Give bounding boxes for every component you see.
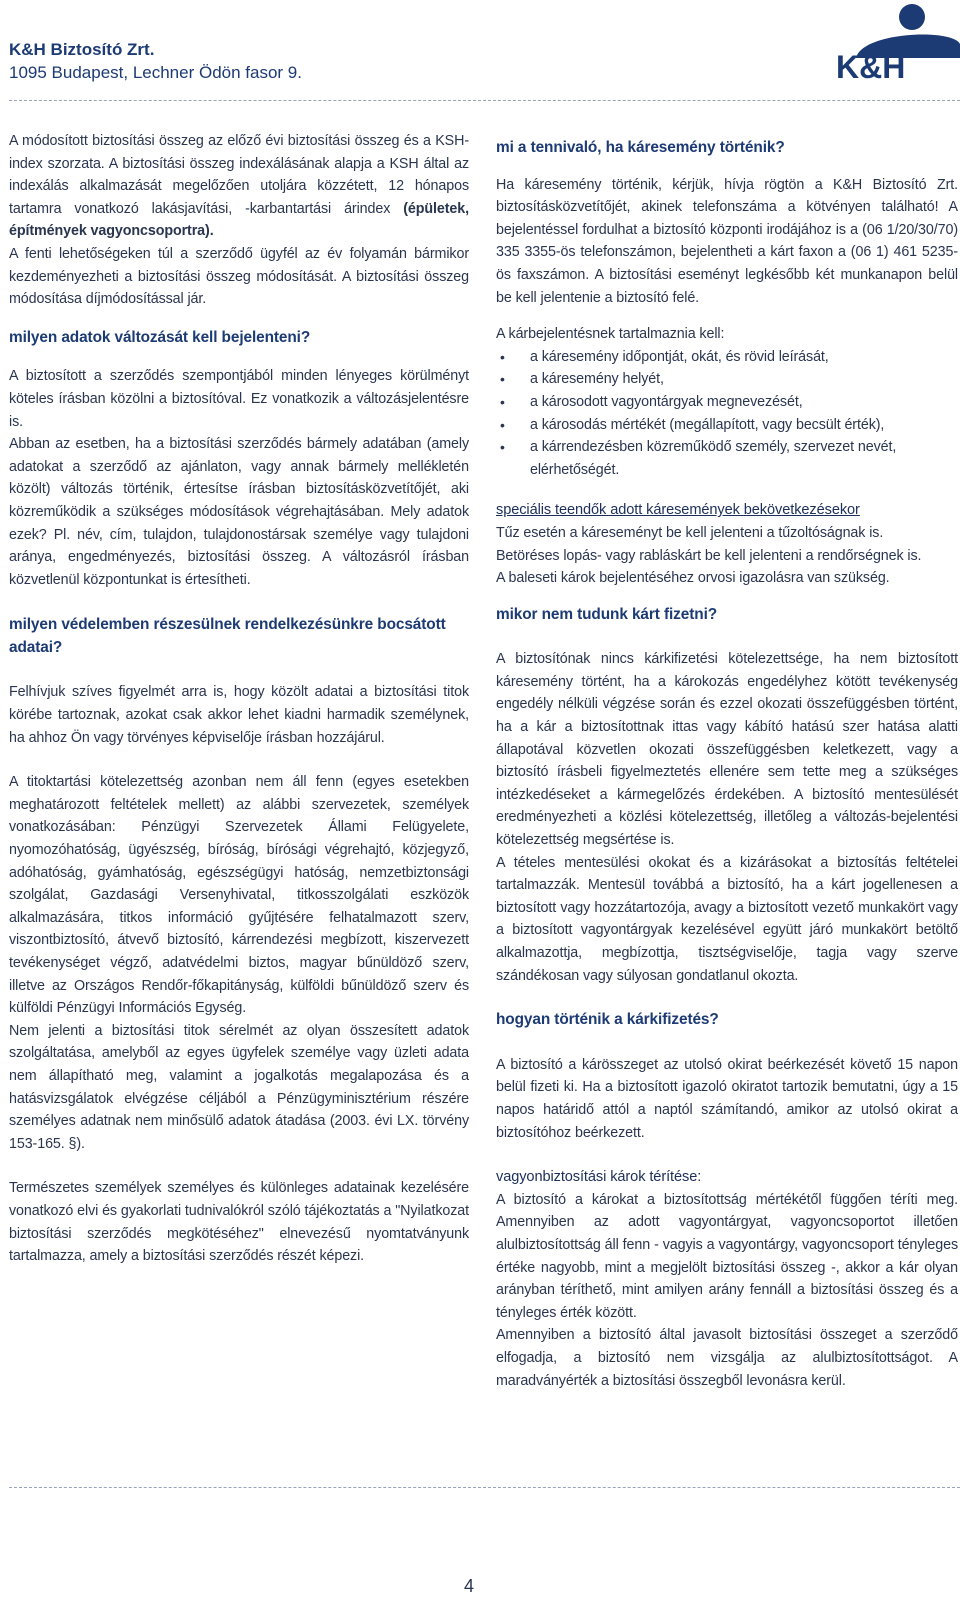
paragraph: Amennyiben a biztosító által javasolt biztosítási összeget a szerződő elfogadja, a biztosító nem vizsgálja az alulbiztosítottságot. A maradványérték a biztosítási összegből levonásra kerül. <box>496 1327 958 1389</box>
logo-circle <box>899 4 925 30</box>
paragraph: A módosított biztosítási összeg az előző évi biztosítási összeg és a KSH-index szorzata. A biztosítási összeg indexálásának alapja a KSH által az indexálás alkalmazását megelőzően utoljára közzétett, 12 hónapos tartamra vonatkozó lakásjavítási, -karbantartási árindex (épületek, építmények vagyoncsoportra). <box>9 133 469 240</box>
paragraph: Abban az esetben, ha a biztosítási szerződés bármely adatában (amely adatokat a szerződő az ajánlaton, vagy annak bármely mellékletén közölt) változás történik, értesítse írásban biztosításközvetítőjét, aki közreműködik a szükséges módosítások végrehajtásában. Mely adatok ezek? Pl. név, cím, tulajdon, tulajdonostársak személye vagy tulajdoni aránya, engedményezés, biztosítási összeg. A változásról írásban közvetlenül központunkat is értesítheti. <box>9 436 469 588</box>
bold-text: (épületek, építmények vagyoncsoportra). <box>9 200 469 240</box>
list-item: • a káresemény helyét, <box>496 368 958 391</box>
footer-divider <box>9 1487 960 1488</box>
section-heading-changes: milyen adatok változását kell bejelenteni? <box>9 328 311 346</box>
paragraph: Természetes személyek személyes és különleges adatainak kezelésére vonatkozó elvi és gyakorlati tudnivalókról szóló tájékoztatás a "Nyilatkozat biztosítási szerződés megkötéséhez" elnevezésű nyomtatványunk tartalmazza, amely a biztosítási szerződés részét képezi. <box>9 1180 469 1265</box>
claim-requirements-list <box>496 346 958 482</box>
section-heading-data-protection: milyen védelemben részesülnek rendelkezésünkre bocsátott adatai? <box>9 616 446 656</box>
section-heading-todo: mi a tennivaló, ha káresemény történik? <box>496 139 785 156</box>
page-header <box>0 0 960 105</box>
logo-text: K&H <box>836 49 906 85</box>
page-number: 4 <box>464 1576 475 1596</box>
section-heading-no-payment: mikor nem tudunk kárt fizetni? <box>496 605 718 623</box>
paragraph: Ha káresemény történik, kérjük, hívja rögtön a K&H Biztosító Zrt. biztosításközvetítőjét, akinek telefonszáma a kötvényen található! A bejelentéssel fordulhat a biztosító központi irodájához is a (06 1/20/30/70) 335 3355-ös telefonszámon, bejelentheti a kárt faxon a (06 1) 461 5235-ös faxszámon. A biztosítási eseményt legkésőbb két munkanapon belül be kell jelentenie a biztosító felé. <box>496 176 958 306</box>
paragraph: Tűz esetén a káreseményt be kell jelenteni a tűzoltóságnak is. <box>496 524 884 541</box>
paragraph: A baleseti károk bejelentéséhez orvosi igazolásra van szükség. <box>496 570 890 587</box>
paragraph: A kárbejelentésnek tartalmaznia kell: <box>496 326 725 343</box>
section-heading-special: speciális teendők adott káresemények bekövetkezésekor <box>496 502 860 519</box>
list-item: • a kárrendezésben közreműködő személy, szervezet nevét, elérhetőségét. <box>496 436 958 481</box>
kh-logo <box>836 0 960 85</box>
company-name: K&H Biztosító Zrt. <box>9 40 155 59</box>
paragraph: A biztosított a szerződés szempontjából minden lényeges körülményt köteles írásban közölni a biztosítóval. Ez vonatkozik a változásjelentésre is. <box>9 368 469 430</box>
paragraph: A tételes mentesülési okokat és a kizárásokat a biztosítás feltételei tartalmazzák. Mentesül továbbá a biztosító, ha a kárt jogellenesen a biztosított vagy hozzátartozója, avagy a biztosított vezető munkakört vagy a biztosított vagyontárgyak kezelésével együtt járó munkakört betöltő alkalmazottja, megbízottja, tisztségviselője, tagja vagy szerve szándékosan vagy súlyosan gondatlanul okozta. <box>496 854 958 984</box>
bullet-icon: • <box>500 416 505 433</box>
paragraph: A fenti lehetőségeken túl a szerződő ügyfél az év folyamán bármikor kezdeményezheti a biztosítási összeg módosítását. A biztosítási összeg módosítása díjmódosítással jár. <box>9 245 469 308</box>
paragraph: A biztosító a károkat a biztosítottság mértékétől függően téríti meg. Amennyiben az adott vagyontárgyat, vagyoncsoportot illetően alulbiztosítottság áll fenn - vagyis a vagyontárgy, vagyoncsoport tényleges értéke nagyobb, mint a megjelölt biztosítási összeg -, akkor a kár olyan arányban téríthető, mint amilyen arány fennáll a biztosítási összeg és a tényleges érték között. <box>496 1191 958 1321</box>
bullet-icon: • <box>500 439 505 456</box>
header-divider <box>9 100 960 101</box>
bullet-icon: • <box>500 348 505 365</box>
right-column <box>496 137 958 1392</box>
paragraph: Nem jelenti a biztosítási titok sérelmét az olyan összesített adatok szolgáltatása, amelyből az egyes ügyfelek személye vagy üzleti adata nem állapítható meg, valamint a jogalkotás megalapozása és a hatásvizsgálatok elvégzése céljából a Pénzügyminisztérium részére személyes adatnak nem minősülő adatok átadása (2003. évi LX. törvény 153-165. §). <box>9 1022 469 1152</box>
left-column <box>9 130 469 1268</box>
paragraph: A biztosító a kárösszeget az utolsó okirat beérkezését követő 15 napon belül fizeti ki. Ha a biztosított igazoló okiratot tartozik bemutatni, úgy a 15 napos határidő attól a naptól számítandó, amikor az utolsó okirat a biztosítóhoz beérkezett. <box>496 1056 958 1141</box>
paragraph: A biztosítónak nincs kárkifizetési kötelezettsége, ha nem biztosított káresemény történt, ha a károkozás engedélyhez kötött tevékenység engedély nélküli végzése során és ezzel okozati összefüggésben történt, ha a kár a biztosítottnak ittas vagy kábító hatású szer hatása alatti állapotával közvetlen okozati összefüggésben keletkezett, vagy a biztosító írásbeli figyelmeztetés ellenére sem tette meg a szükséges intézkedéseket a kármegelőzés érdekében. A biztosító mentesülését eredményezheti a közlési kötelezettség, illetőleg a változás-bejelentési kötelezettség megsértése is. <box>496 651 958 849</box>
paragraph: Felhívjuk szíves figyelmét arra is, hogy közölt adatai a biztosítási titok körébe tartoznak, azokat csak akkor lehet kiadni harmadik személynek, ha ahhoz Ön vagy törvényes képviselője írásban hozzájárul. <box>9 684 469 746</box>
paragraph: Betöréses lopás- vagy rabláskárt be kell jelenteni a rendőrségnek is. <box>496 547 922 564</box>
list-item: • a károsodás mértékét (megállapított, vagy becsült érték), <box>496 414 958 437</box>
list-item: • a károsodott vagyontárgyak megnevezését, <box>496 391 958 414</box>
paragraph: A titoktartási kötelezettség azonban nem áll fenn (egyes esetekben meghatározott feltételek mellett) az alábbi szervezetek, személyek vonatkozásában: Pénzügyi Szervezetek Állami Felügyelete, nyomozóhatóság, ügyészség, bíróság, bírósági végrehajtó, közjegyző, adóhatóság, gyámhatóság, egészségügyi hatóság, nemzetbiztonsági szolgálat, Gazdasági Versenyhivatal, titkosszolgálati eszközök alkalmazására, titkos információ gyűjtésére felhatalmazott szerv, viszontbiztosító, átvevő biztosító, kárrendezési megbízott, kiszervezett tevékenységet végző, adatvédelmi biztos, magyar bűnüldöző szerv, illetve az Országos Rendőr-főkapitányság, külföldi bűnüldöző szerv és külföldi Pénzügyi Információs Egység. <box>9 774 469 1017</box>
company-address: 1095 Budapest, Lechner Ödön fasor 9. <box>9 63 302 82</box>
bullet-icon: • <box>500 371 505 388</box>
bullet-icon: • <box>500 393 505 410</box>
list-item: • a káresemény időpontját, okát, és rövid leírását, <box>496 346 958 369</box>
section-heading-how-payment: hogyan történik a kárkifizetés? <box>496 1011 719 1029</box>
section-heading-property: vagyonbiztosítási károk térítése: <box>496 1169 702 1186</box>
